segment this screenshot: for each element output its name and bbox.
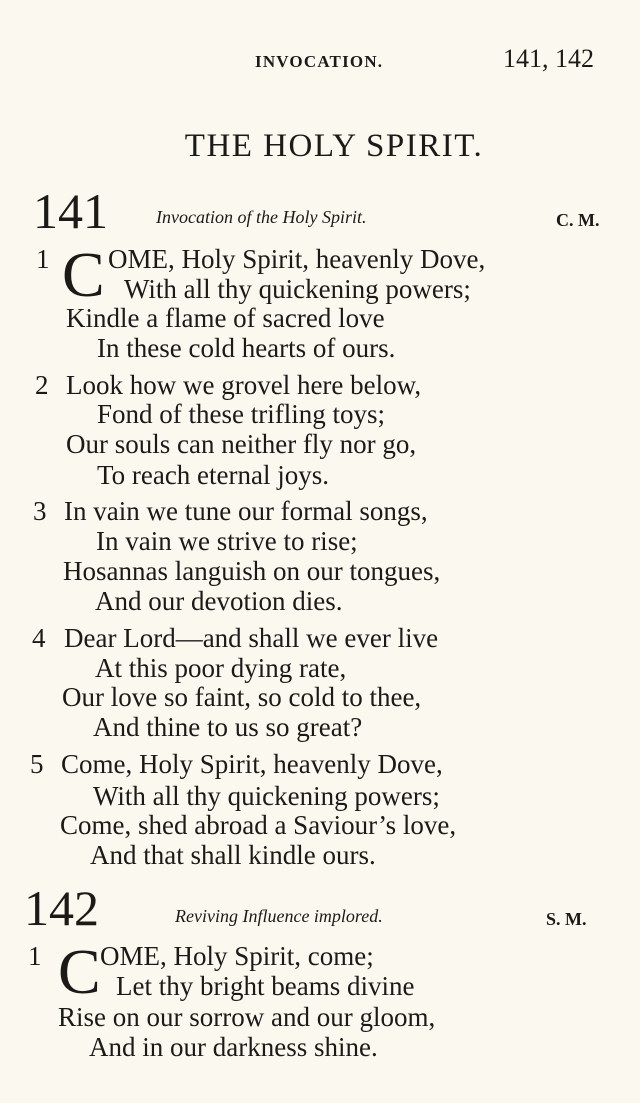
hymn-number: 141: [33, 183, 108, 239]
verse-line: Fond of these trifling toys;: [97, 399, 385, 429]
verse-number: 4: [32, 623, 46, 653]
drop-cap: C: [62, 239, 105, 310]
verse-number: 1: [28, 941, 42, 971]
hymn-number: 142: [24, 880, 99, 936]
verse-line: Come, Holy Spirit, heavenly Dove,: [61, 749, 443, 779]
verse-number: 2: [35, 370, 49, 400]
verse-line: Kindle a flame of sacred love: [66, 303, 385, 333]
verse-line: And in our darkness shine.: [89, 1032, 378, 1062]
hymn-meter: C. M.: [556, 210, 600, 230]
verse-line: Our souls can neither fly nor go,: [66, 429, 417, 459]
verse-line: Dear Lord—and shall we ever live: [64, 623, 439, 653]
verse-line: In these cold hearts of ours.: [97, 333, 396, 363]
verse-line: Let thy bright beams divine: [116, 971, 415, 1001]
verse-line: With all thy quickening powers;: [124, 274, 471, 304]
verse-line: Our love so faint, so cold to thee,: [62, 682, 422, 712]
verse-line: In vain we tune our formal songs,: [64, 496, 428, 526]
verse-line: Hosannas languish on our tongues,: [63, 556, 441, 586]
page-numbers: 141, 142: [503, 44, 594, 73]
drop-cap: C: [58, 936, 101, 1007]
verse-line: And our devotion dies.: [95, 586, 343, 616]
hymn-subtitle: Invocation of the Holy Spirit.: [156, 207, 367, 227]
verse-number: 3: [33, 496, 47, 526]
running-title: INVOCATION.: [255, 52, 384, 71]
verse-line: With all thy quickening powers;: [93, 781, 440, 811]
section-title: THE HOLY SPIRIT.: [184, 128, 484, 164]
verse-line: Rise on our sorrow and our gloom,: [58, 1002, 436, 1032]
verse-line: Look how we grovel here below,: [66, 370, 422, 400]
verse-line: Come, shed abroad a Saviour’s love,: [60, 810, 457, 840]
hymn-meter: S. M.: [546, 909, 587, 929]
verse-number: 1: [36, 244, 50, 274]
hymn-subtitle: Reviving Influence implored.: [175, 906, 383, 926]
verse-line: OME, Holy Spirit, come;: [100, 941, 374, 971]
verse-number: 5: [30, 749, 44, 779]
verse-line: To reach eternal joys.: [97, 460, 330, 490]
verse-line: And thine to us so great?: [93, 712, 363, 742]
verse-line: OME, Holy Spirit, heavenly Dove,: [108, 244, 486, 274]
verse-line: And that shall kindle ours.: [90, 840, 376, 870]
verse-line: At this poor dying rate,: [95, 653, 347, 683]
verse-line: In vain we strive to rise;: [96, 526, 358, 556]
